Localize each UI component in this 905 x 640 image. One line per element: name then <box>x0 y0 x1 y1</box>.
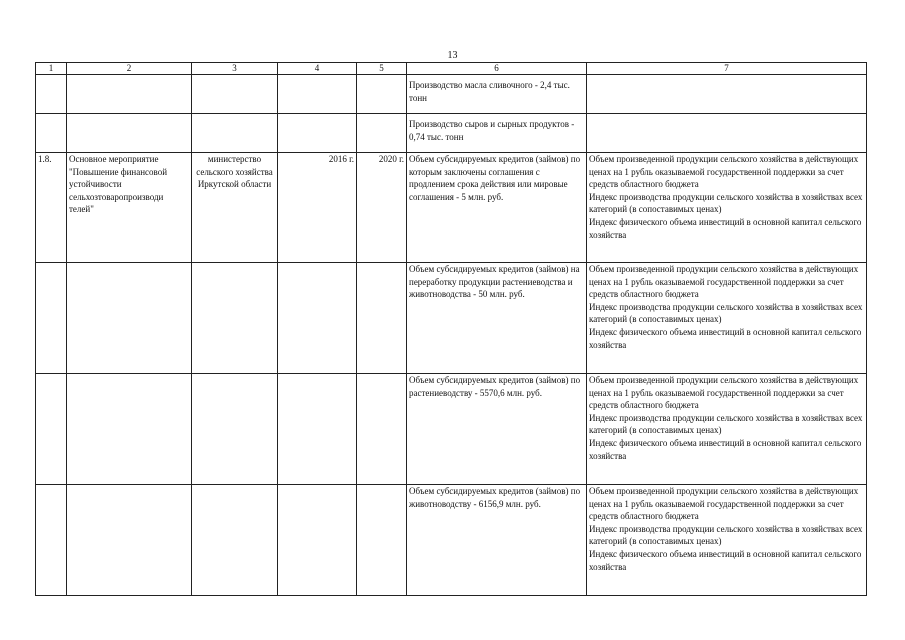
cell-indicators <box>587 153 867 263</box>
cell-executor <box>192 75 278 114</box>
header-cell-2: 2 <box>67 63 192 75</box>
cell-number <box>36 75 67 114</box>
cell-measure <box>67 374 192 485</box>
cell-start-year <box>278 114 357 153</box>
cell-end-year <box>357 75 407 114</box>
cell-indicators <box>587 75 867 114</box>
table-row <box>36 263 867 374</box>
cell-result: Объем субсидируемых кредитов (займов) по животноводству - 6156,9 млн. руб. <box>407 485 587 596</box>
cell-measure: Основное мероприятие "Повышение финансовой устойчивости сельхозтоваропроизводи телей" <box>67 153 192 263</box>
indicator-text: Объем произведенной продукции сельского хозяйства в действующих ценах на 1 рубль оказываемой государственной поддержки за счет средств областного бюджета <box>589 264 859 300</box>
cell-result: Объем субсидируемых кредитов (займов) на переработку продукции растениеводства и животноводства - 50 млн. руб. <box>407 263 587 374</box>
cell-measure <box>67 485 192 596</box>
table-row <box>36 75 867 114</box>
cell-executor: министерство сельского хозяйства Иркутской области <box>192 153 278 263</box>
cell-number <box>36 485 67 596</box>
cell-result: Объем субсидируемых кредитов (займов) по которым заключены соглашения с продлением срока действия или мировые соглашения - 5 млн. руб. <box>407 153 587 263</box>
indicator-text: Индекс физического объема инвестиций в основной капитал сельского хозяйства <box>589 548 862 572</box>
cell-start-year <box>278 485 357 596</box>
cell-measure <box>67 114 192 153</box>
cell-executor <box>192 374 278 485</box>
indicator-text: Индекс производства продукции сельского хозяйства в хозяйствах всех категорий (в сопоставимых ценах) <box>589 191 863 215</box>
cell-executor <box>192 114 278 153</box>
cell-start-year <box>278 374 357 485</box>
header-cell-5: 5 <box>357 63 407 75</box>
indicator-text: Индекс физического объема инвестиций в основной капитал сельского хозяйства <box>589 216 862 240</box>
cell-end-year <box>357 374 407 485</box>
cell-start-year <box>278 75 357 114</box>
cell-end-year <box>357 263 407 374</box>
header-cell-1: 1 <box>36 63 67 75</box>
cell-end-year <box>357 485 407 596</box>
cell-number: 1.8. <box>36 153 67 263</box>
cell-executor <box>192 485 278 596</box>
header-cell-4: 4 <box>278 63 357 75</box>
cell-number <box>36 263 67 374</box>
page-number: 13 <box>447 50 458 61</box>
cell-start-year <box>278 263 357 374</box>
indicator-text: Объем произведенной продукции сельского хозяйства в действующих ценах на 1 рубль оказываемой государственной поддержки за счет средств областного бюджета <box>589 486 859 522</box>
measures-table <box>35 62 867 596</box>
indicator-text: Индекс производства продукции сельского хозяйства в хозяйствах всех категорий (в сопоставимых ценах) <box>589 301 863 325</box>
indicator-text: Индекс физического объема инвестиций в основной капитал сельского хозяйства <box>589 437 862 461</box>
indicator-text: Индекс производства продукции сельского хозяйства в хозяйствах всех категорий (в сопоставимых ценах) <box>589 523 863 547</box>
cell-result: Объем субсидируемых кредитов (займов) по растениеводству - 5570,6 млн. руб. <box>407 374 587 485</box>
cell-indicators <box>587 374 867 485</box>
cell-result: Производство сыров и сырных продуктов - 0,74 тыс. тонн <box>407 114 587 153</box>
table-row <box>36 485 867 596</box>
cell-measure <box>67 263 192 374</box>
cell-end-year: 2020 г. <box>357 153 407 263</box>
cell-indicators <box>587 114 867 153</box>
indicator-text: Индекс физического объема инвестиций в основной капитал сельского хозяйства <box>589 326 862 350</box>
cell-end-year <box>357 114 407 153</box>
cell-indicators <box>587 485 867 596</box>
header-cell-7: 7 <box>587 63 867 75</box>
cell-number <box>36 114 67 153</box>
header-row <box>36 63 867 75</box>
indicator-text: Индекс производства продукции сельского хозяйства в хозяйствах всех категорий (в сопоставимых ценах) <box>589 412 863 436</box>
cell-start-year: 2016 г. <box>278 153 357 263</box>
header-cell-3: 3 <box>192 63 278 75</box>
table-row <box>36 374 867 485</box>
cell-measure <box>67 75 192 114</box>
cell-result: Производство масла сливочного - 2,4 тыс. тонн <box>407 75 587 114</box>
indicator-text: Объем произведенной продукции сельского хозяйства в действующих ценах на 1 рубль оказываемой государственной поддержки за счет средств областного бюджета <box>589 375 859 411</box>
header-cell-6: 6 <box>407 63 587 75</box>
indicator-text: Объем произведенной продукции сельского хозяйства в действующих ценах на 1 рубль оказываемой государственной поддержки за счет средств областного бюджета <box>589 154 859 190</box>
cell-indicators <box>587 263 867 374</box>
cell-executor <box>192 263 278 374</box>
cell-number <box>36 374 67 485</box>
table-row <box>36 153 867 263</box>
table-row <box>36 114 867 153</box>
